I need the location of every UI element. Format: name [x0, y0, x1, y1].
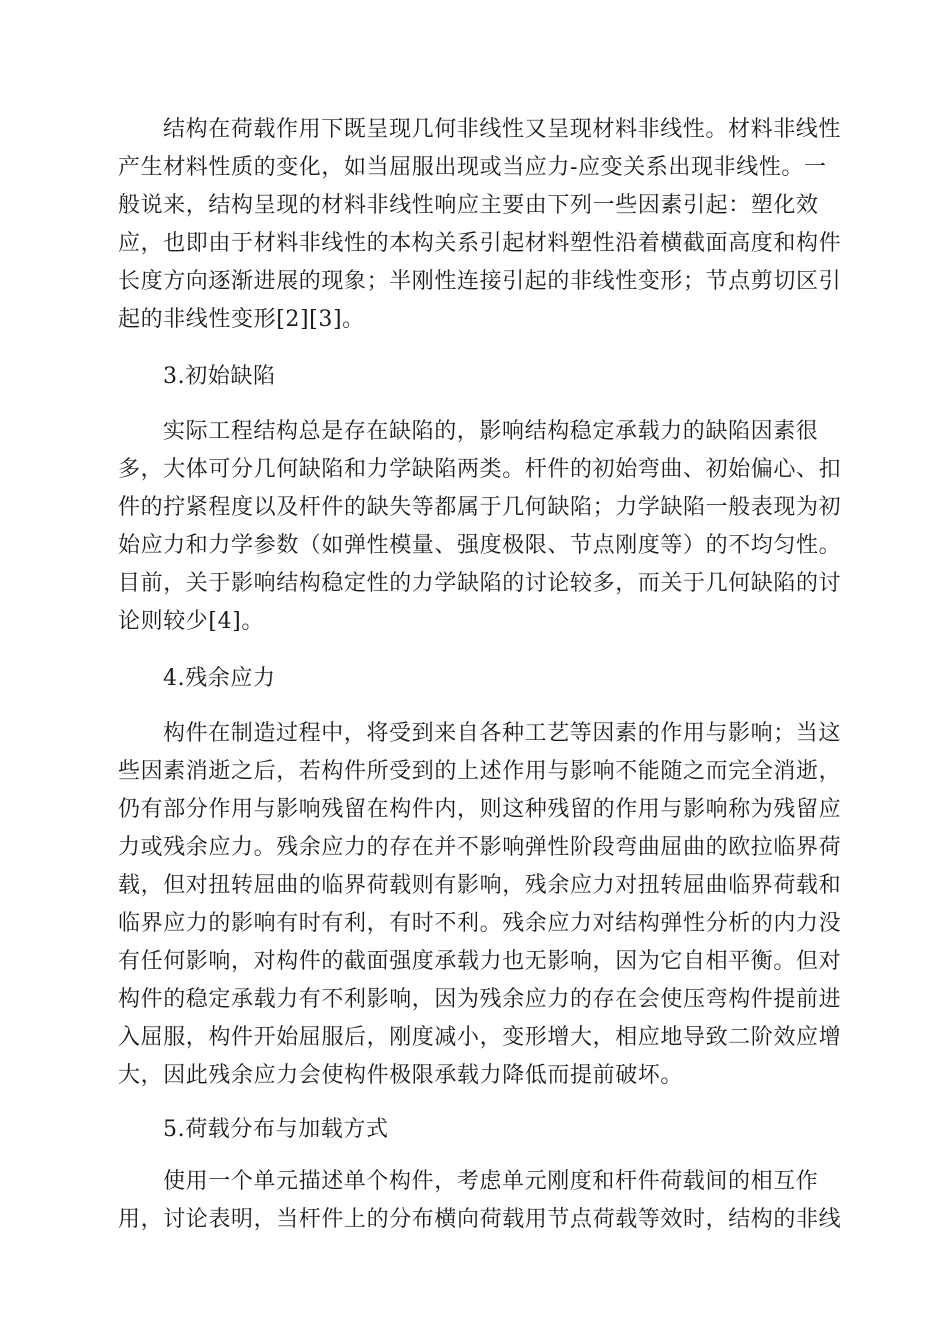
text-line: 临界应力的影响有时有利，有时不利。残余应力对结构弹性分析的内力没	[118, 911, 842, 936]
text-line: 论则较少[4]。	[118, 609, 264, 634]
text-line: 实际工程结构总是存在缺陷的，影响结构稳定承载力的缺陷因素很	[163, 419, 819, 444]
text-line: 力或残余应力。残余应力的存在并不影响弹性阶段弯曲屈曲的欧拉临界荷	[118, 835, 842, 860]
text-line: 入屈服，构件开始屈服后，刚度减小，变形增大，相应地导致二阶效应增	[118, 1025, 842, 1050]
section-heading-load-distribution: 5.荷载分布与加载方式	[163, 1117, 389, 1142]
text-line: 产生材料性质的变化，如当屈服出现或当应力-应变关系出现非线性。一	[118, 155, 827, 180]
text-line: 件的拧紧程度以及杆件的缺失等都属于几何缺陷；力学缺陷一般表现为初	[118, 495, 842, 520]
text-line: 些因素消逝之后，若构件所受到的上述作用与影响不能随之而完全消逝，	[118, 759, 842, 784]
text-line: 结构在荷载作用下既呈现几何非线性又呈现材料非线性。材料非线性	[163, 117, 842, 142]
text-line: 有任何影响，对构件的截面强度承载力也无影响，因为它自相平衡。但对	[118, 949, 842, 974]
text-line: 目前，关于影响结构稳定性的力学缺陷的讨论较多，而关于几何缺陷的讨	[118, 571, 842, 596]
text-line: 构件的稳定承载力有不利影响，因为残余应力的存在会使压弯构件提前进	[118, 987, 842, 1012]
section-heading-initial-defects: 3.初始缺陷	[163, 364, 276, 389]
text-line: 构件在制造过程中，将受到来自各种工艺等因素的作用与影响；当这	[163, 721, 842, 746]
text-line: 使用一个单元描述单个构件，考虑单元刚度和杆件荷载间的相互作	[163, 1169, 819, 1194]
section-heading-residual-stress: 4.残余应力	[163, 666, 276, 691]
text-line: 起的非线性变形[2][3]。	[118, 307, 365, 332]
text-line: 多，大体可分几何缺陷和力学缺陷两类。杆件的初始弯曲、初始偏心、扣	[118, 457, 842, 482]
text-line: 仍有部分作用与影响残留在构件内，则这种残留的作用与影响称为残留应	[118, 797, 842, 822]
text-line: 始应力和力学参数（如弹性模量、强度极限、节点刚度等）的不均匀性。	[118, 533, 842, 558]
text-line: 应，也即由于材料非线性的本构关系引起材料塑性沿着横截面高度和构件	[118, 231, 842, 256]
text-line: 般说来，结构呈现的材料非线性响应主要由下列一些因素引起：塑化效	[118, 193, 819, 218]
text-line: 长度方向逐渐进展的现象；半刚性连接引起的非线性变形；节点剪切区引	[118, 269, 842, 294]
text-line: 载，但对扭转屈曲的临界荷载则有影响，残余应力对扭转屈曲临界荷载和	[118, 873, 842, 898]
text-line: 大，因此残余应力会使构件极限承载力降低而提前破坏。	[118, 1063, 684, 1088]
text-line: 用，讨论表明，当杆件上的分布横向荷载用节点荷载等效时，结构的非线	[118, 1207, 842, 1232]
